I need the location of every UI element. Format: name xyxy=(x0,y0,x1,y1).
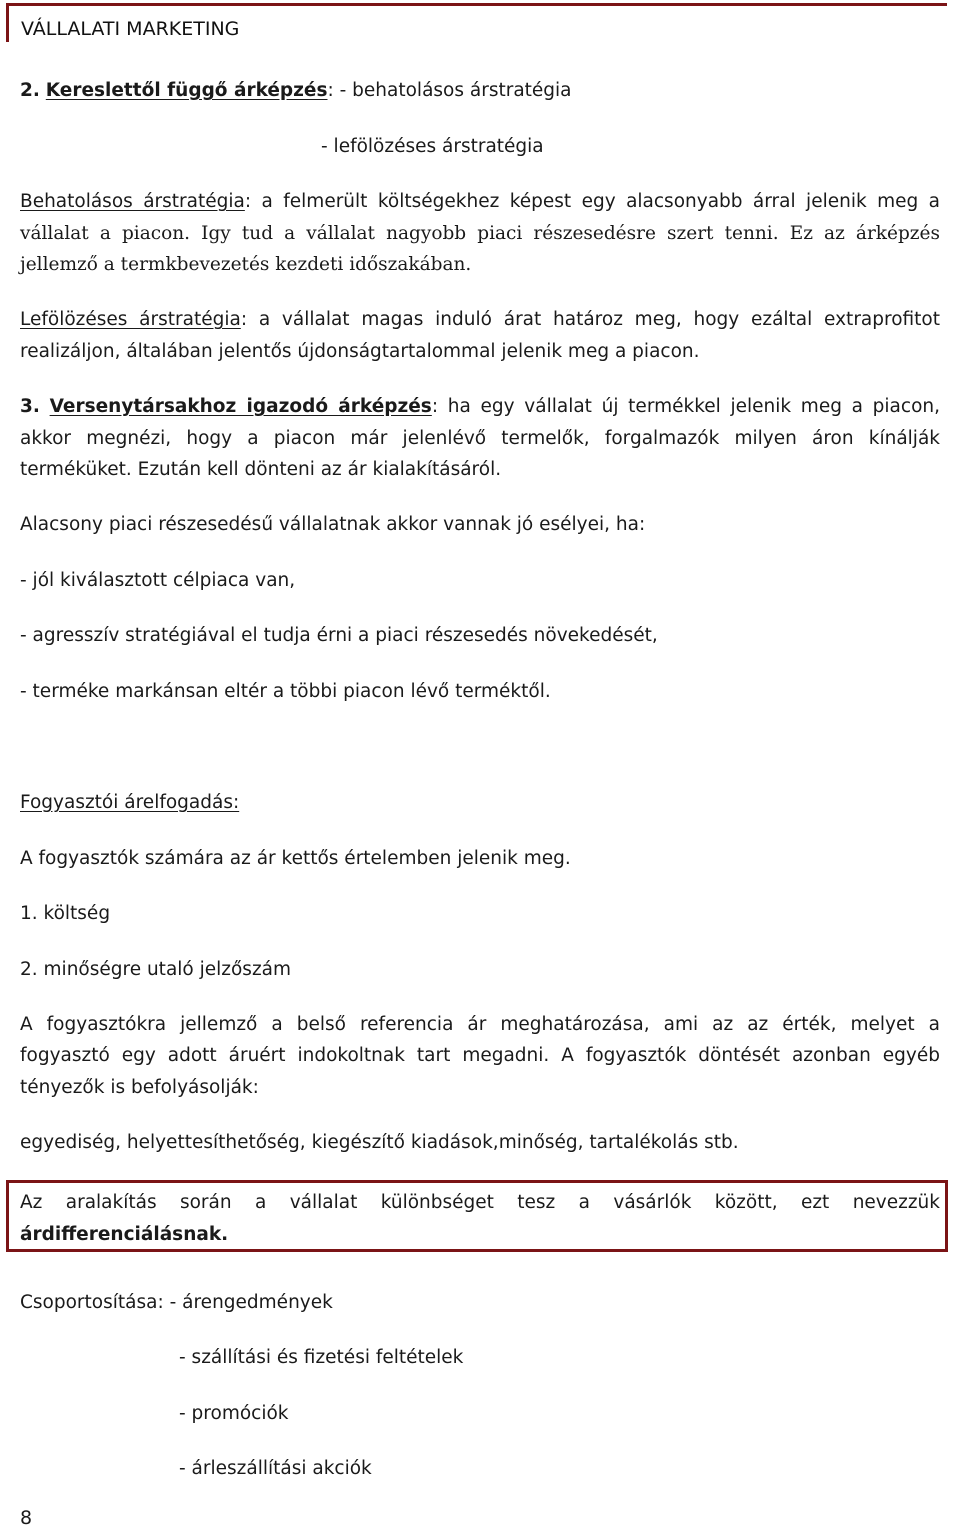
section3-line1-rest: : ha egy vállalat új termékkel jelenik meg a piacon, xyxy=(431,396,940,417)
section3-line2: akkor megnézi, hogy a piacon már jelenlévő termelők, forgalmazók milyen áron kínálják xyxy=(20,428,940,449)
csoportositasa-item: - árleszállítási akciók xyxy=(179,1458,372,1479)
header-title: VÁLLALATI MARKETING xyxy=(21,18,240,40)
behatolasos-term: Behatolásos árstratégia xyxy=(20,191,245,212)
alacsony-item: - terméke markánsan eltér a többi piacon lévő terméktől. xyxy=(20,681,551,702)
alacsony-item: - jól kiválasztott célpiaca van, xyxy=(20,570,296,591)
alacsony-intro: Alacsony piaci részesedésű vállalatnak akkor vannak jó esélyei, ha: xyxy=(20,514,646,535)
csoportositasa-item: - promóciók xyxy=(179,1403,289,1424)
section3-heading-title: Versenytársakhoz igazodó árképzés xyxy=(49,396,432,417)
fogyasztoi-heading: Fogyasztói árelfogadás: xyxy=(20,792,240,813)
fogyasztoi-para-line1: A fogyasztókra jellemző a belső referencia ár meghatározása, ami az az érték, melyet a xyxy=(20,1014,940,1035)
section2-heading-num: 2. xyxy=(20,80,40,101)
behatolasos-line1 xyxy=(20,186,940,217)
section3-line1 xyxy=(20,391,940,422)
lefolozeses-line2: realizáljon, általában jelentős újdonságtartalommal jelenik meg a piacon. xyxy=(20,341,700,362)
section3-line3: terméküket. Ezután kell dönteni az ár kialakításáról. xyxy=(20,459,502,480)
section2-heading xyxy=(20,75,572,106)
fogyasztoi-para-line3: tényezők is befolyásolják: xyxy=(20,1077,259,1098)
section2-heading-title: Kereslettől függő árképzés xyxy=(45,80,328,101)
alacsony-item: - agresszív stratégiával el tudja érni a piaci részesedés növekedését, xyxy=(20,625,658,646)
behatolasos-line2: vállalat a piacon. Igy tud a vállalat nagyobb piaci részesedésre szert tenni. Ez az árképzés xyxy=(20,223,940,244)
section2-heading-suffix: : - behatolásos árstratégia xyxy=(327,80,572,101)
lefolozeses-line1-rest: : a vállalat magas induló árat határoz meg, hogy ezáltal extraprofitot xyxy=(240,309,940,330)
fogyasztoi-item2: 2. minőségre utaló jelzőszám xyxy=(20,959,292,980)
page-number: 8 xyxy=(20,1507,33,1529)
csoportositasa-first: - árengedmények xyxy=(169,1292,333,1313)
behatolasos-line3: jellemző a termkbevezetés kezdeti időszakában. xyxy=(20,254,472,275)
fogyasztoi-factors: egyediség, helyettesíthetőség, kiegészítő kiadások,minőség, tartalékolás stb. xyxy=(20,1132,739,1153)
fogyasztoi-para-line2: fogyasztó egy adott áruért indokoltnak tart megadni. A fogyasztók döntését azonban egyéb xyxy=(20,1045,940,1066)
fogyasztoi-intro: A fogyasztók számára az ár kettős értelemben jelenik meg. xyxy=(20,848,571,869)
csoportositasa-item: - szállítási és fizetési feltételek xyxy=(179,1347,464,1368)
section3-heading-num: 3. xyxy=(20,396,40,417)
behatolasos-line1-rest: : a felmerült költségekhez képest egy alacsonyabb árral jelenik meg a xyxy=(244,191,941,212)
page-header xyxy=(6,3,947,42)
lefolozeses-term: Lefölözéses árstratégia xyxy=(20,309,241,330)
csoportositasa-label: Csoportosítása: xyxy=(20,1292,164,1313)
lefolozeses-line1 xyxy=(20,304,940,335)
callout-line1: Az aralakítás során a vállalat különbséget tesz a vásárlók között, ezt nevezzük xyxy=(20,1192,940,1213)
callout-term: árdifferenciálásnak. xyxy=(20,1224,229,1245)
callout-box xyxy=(6,1180,948,1252)
fogyasztoi-item1: 1. költség xyxy=(20,903,111,924)
csoportositasa-first-line xyxy=(20,1287,333,1318)
section2-second-item: - lefölözéses árstratégia xyxy=(321,136,544,157)
